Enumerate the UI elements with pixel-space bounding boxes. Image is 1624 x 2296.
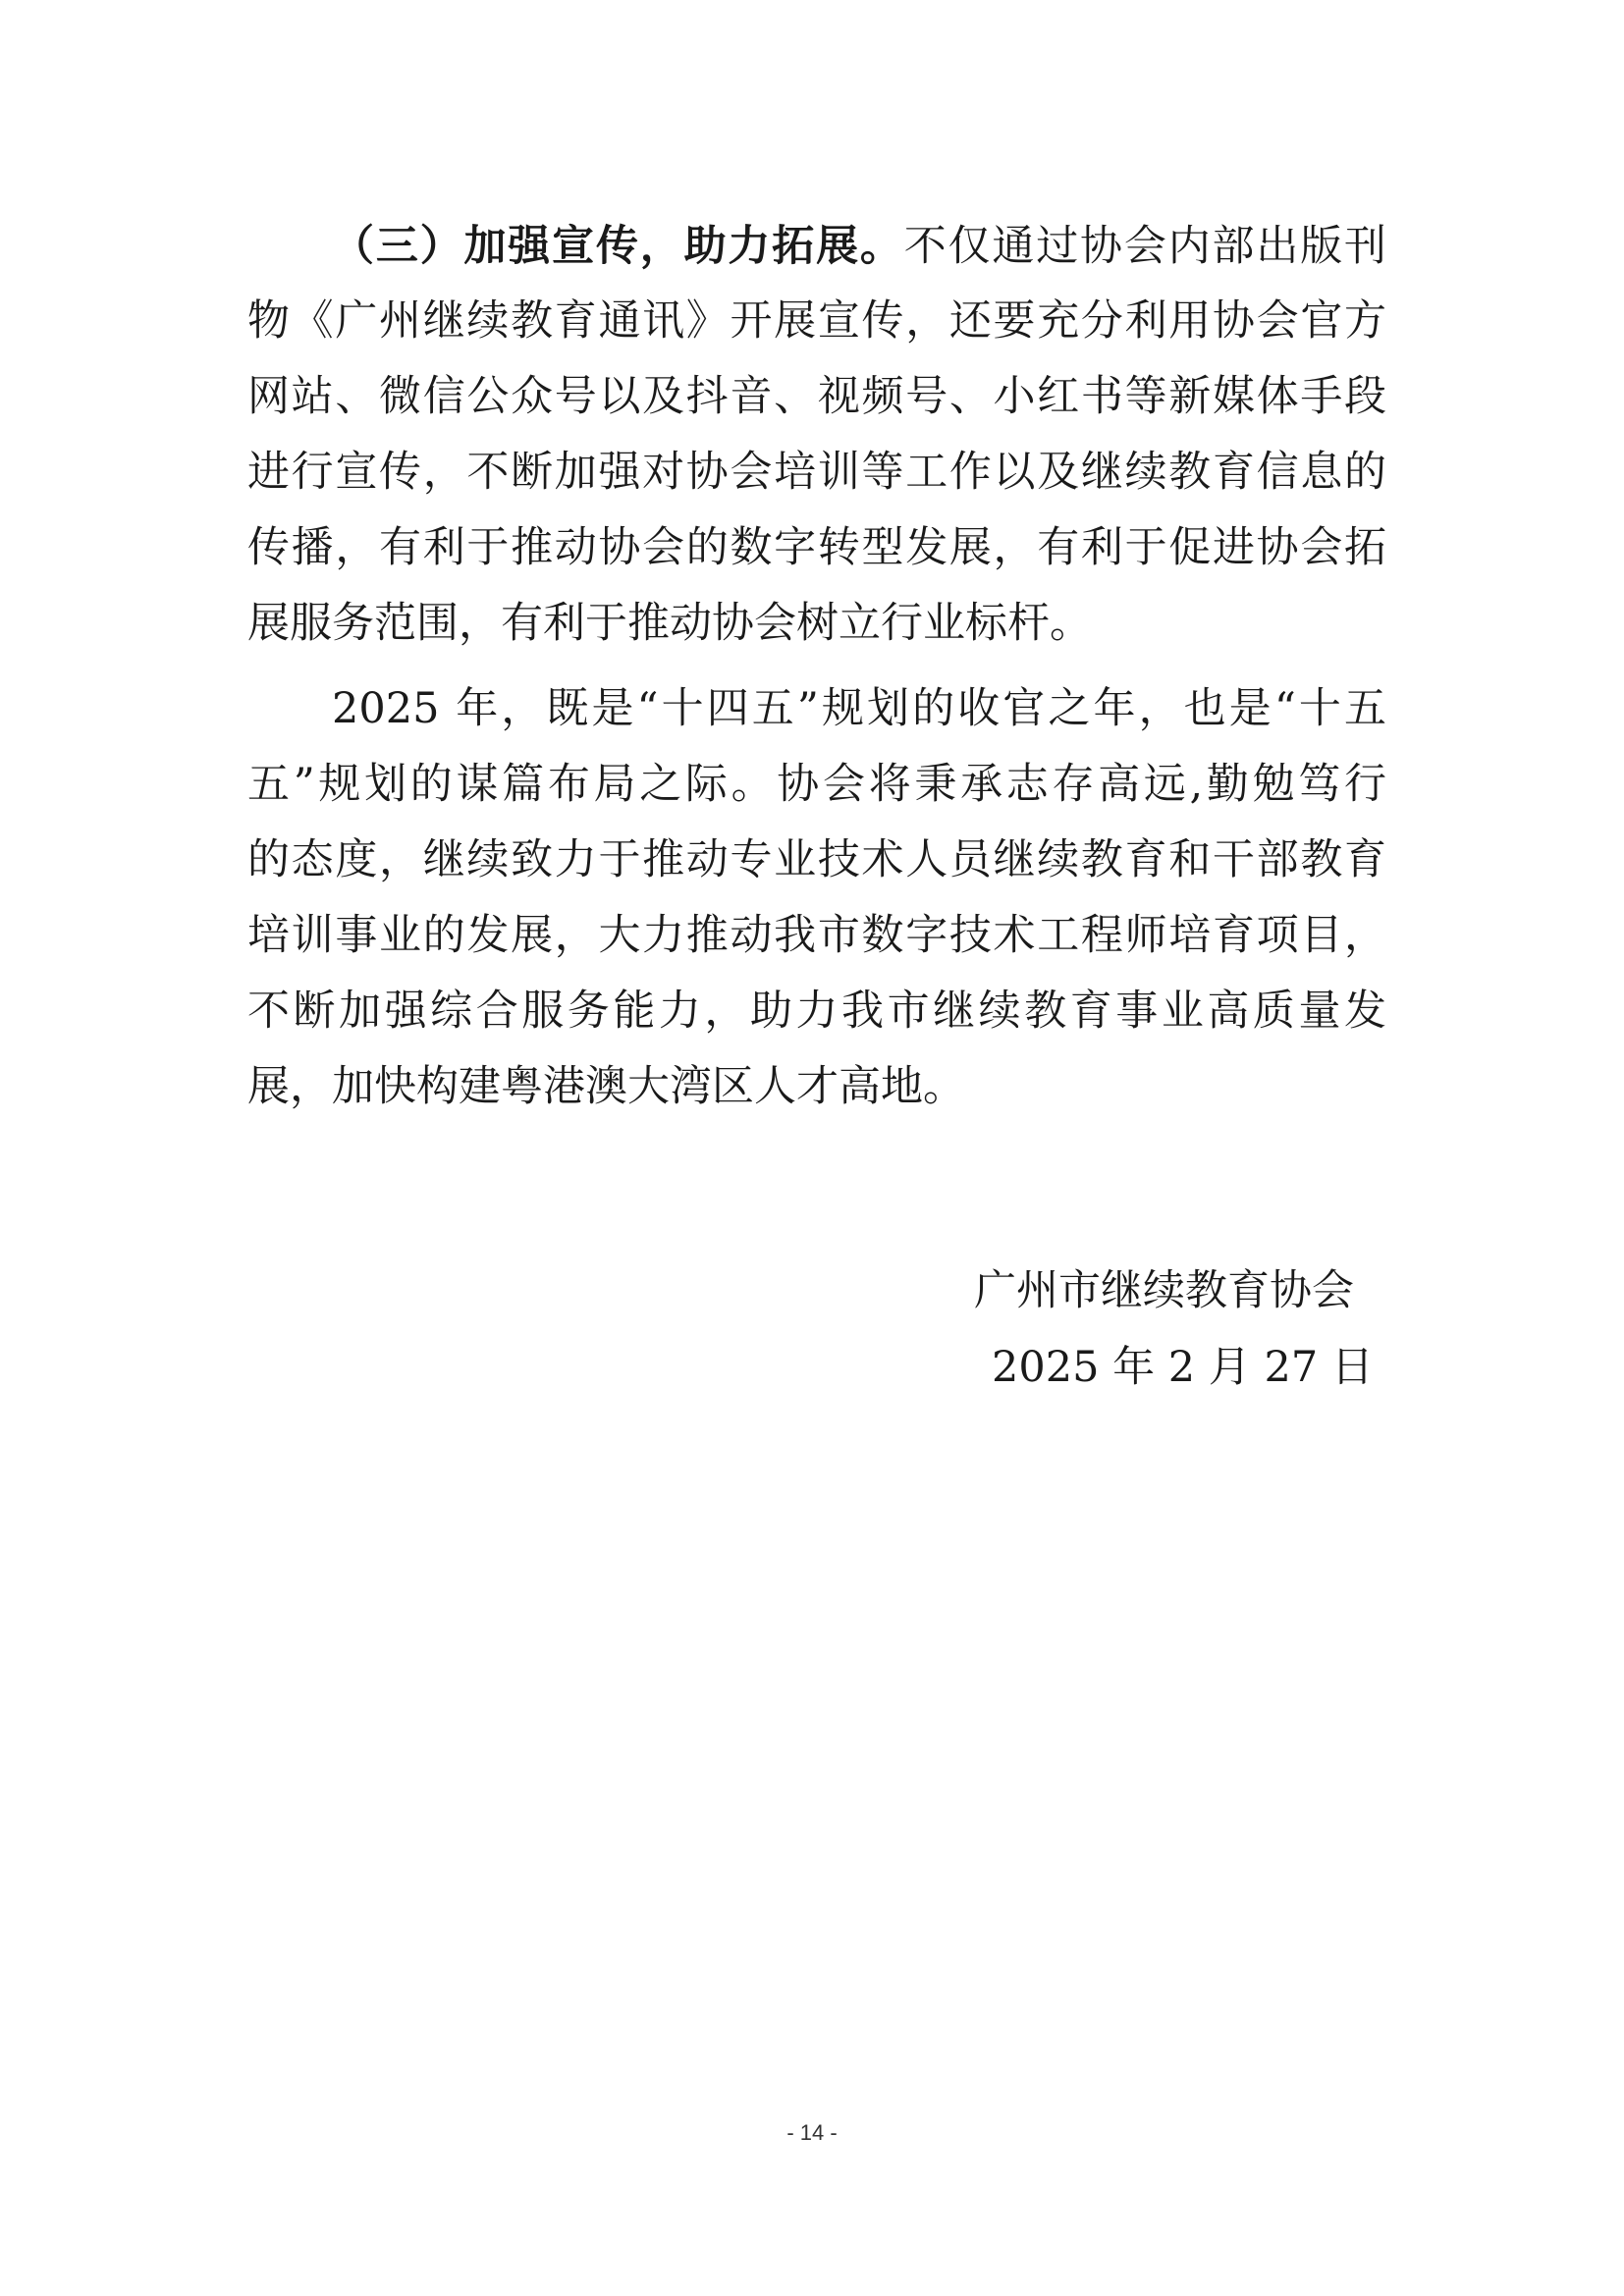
paragraph-1-line-6: 展服务范围，有利于推动协会树立行业标杆。 [247, 599, 1092, 648]
paragraph-2-line-6: 展，加快构建粤港澳大湾区人才高地。 [247, 1062, 965, 1111]
paragraph-1-line-5: 传播，有利于推动协会的数字转型发展，有利于促进协会拓 [247, 523, 1386, 572]
paragraph-1-line-2: 物《广州继续教育通讯》开展宣传，还要充分利用协会官方 [247, 296, 1386, 346]
signature-organization: 广州市继续教育协会 [974, 1266, 1354, 1315]
paragraph-1-line-1 [332, 218, 1386, 275]
signature-date: 2025 年 2 月 27 日 [992, 1343, 1374, 1392]
paragraph-2-line-3: 的态度，继续致力于推动专业技术人员继续教育和干部教育 [247, 835, 1386, 884]
page-number: - 14 - [786, 2120, 838, 2145]
paragraph-1-line-3: 网站、微信公众号以及抖音、视频号、小红书等新媒体手段 [247, 372, 1386, 421]
paragraph-2-line-1: 2025 年，既是“十四五”规划的收官之年，也是“十五 [332, 684, 1386, 733]
paragraph-1-line-1-text: 不仅通过协会内部出版刊 [903, 222, 1387, 271]
paragraph-2-line-2: 五”规划的谋篇布局之际。协会将秉承志存高远,勤勉笃行 [247, 760, 1386, 809]
paragraph-2-line-4: 培训事业的发展，大力推动我市数字技术工程师培育项目， [247, 911, 1386, 960]
paragraph-1-line-4: 进行宣传，不断加强对协会培训等工作以及继续教育信息的 [247, 448, 1386, 497]
paragraph-2-line-5: 不断加强综合服务能力，助力我市继续教育事业高质量发 [247, 987, 1386, 1036]
section-heading: （三）加强宣传，助力拓展。 [332, 222, 904, 271]
